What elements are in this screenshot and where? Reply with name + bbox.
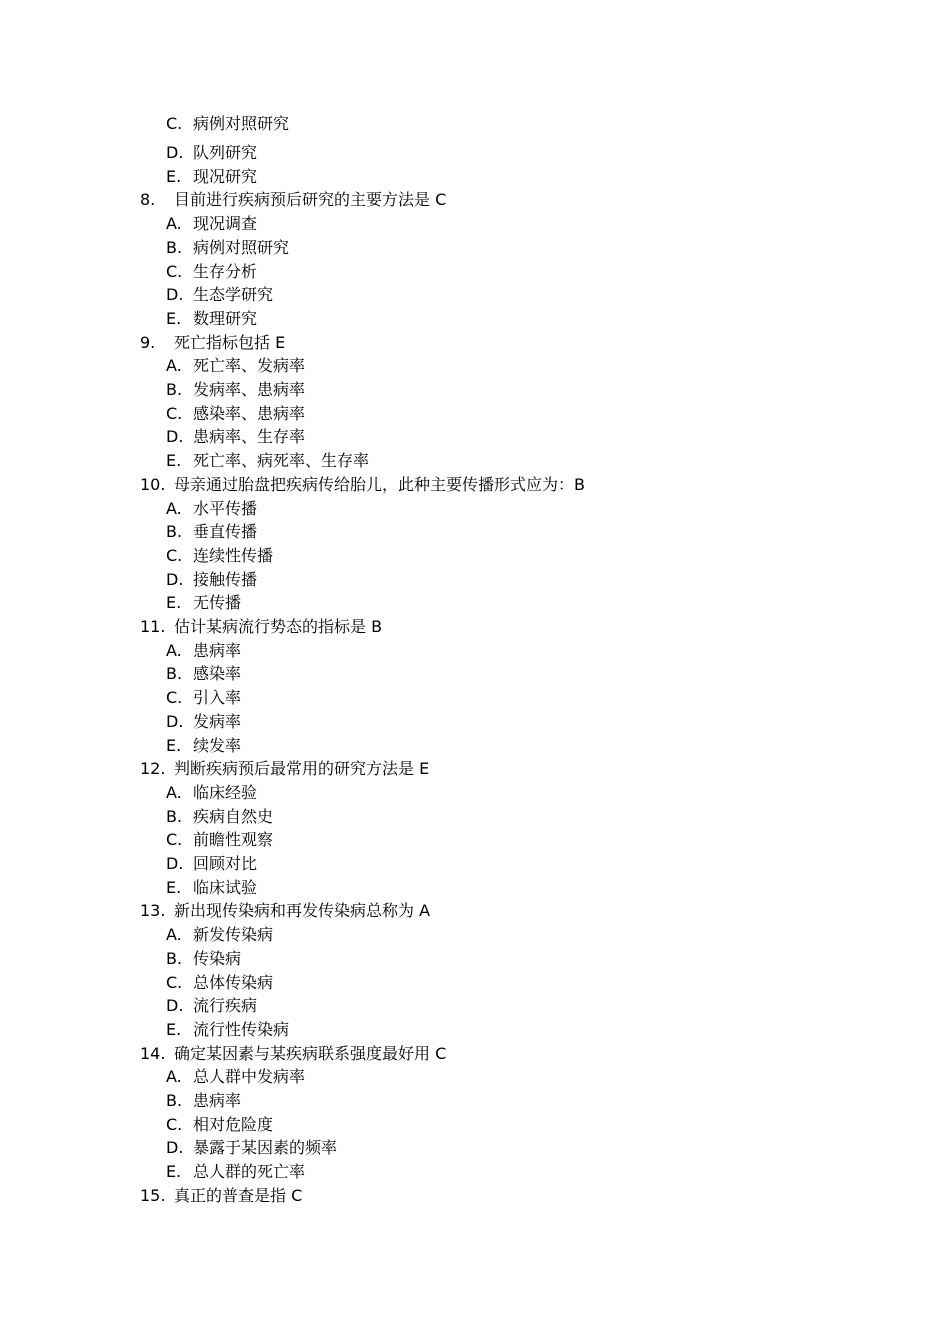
option-line	[166, 877, 257, 899]
option-line	[166, 237, 289, 259]
option-line	[166, 498, 257, 520]
option-line	[166, 261, 257, 283]
option-letter: B.	[166, 664, 183, 684]
option-text: 发病率、患病率	[193, 380, 306, 399]
option-text: 接触传播	[193, 569, 258, 589]
option-line	[166, 995, 257, 1017]
option-text: 发病率	[193, 711, 242, 731]
option-line	[166, 1019, 289, 1041]
question-text: 真正的普查是指 C	[174, 1185, 303, 1205]
option-text: 新发传染病	[193, 925, 274, 945]
option-letter: B.	[166, 237, 183, 257]
option-text: 引入率	[193, 688, 242, 708]
option-line	[166, 972, 273, 994]
option-line	[166, 166, 257, 188]
option-letter: B.	[166, 1091, 183, 1110]
option-letter: A.	[166, 498, 182, 518]
option-text: 患病率	[193, 1091, 242, 1110]
option-letter: D.	[166, 569, 184, 589]
question-text: 新出现传染病和再发传染病总称为 A	[174, 901, 431, 921]
option-letter: B.	[166, 806, 183, 826]
option-line	[166, 379, 305, 401]
question-number: 8.	[140, 190, 156, 210]
option-letter: B.	[166, 522, 183, 542]
option-line	[166, 113, 289, 135]
option-text: 生态学研究	[193, 285, 274, 305]
option-letter: D.	[166, 427, 184, 447]
option-letter: A.	[166, 1067, 182, 1087]
option-line	[166, 663, 241, 685]
option-text: 续发率	[193, 735, 242, 755]
option-text: 临床试验	[193, 877, 258, 897]
option-letter: C.	[166, 403, 183, 423]
option-text: 现况调查	[193, 214, 258, 234]
option-letter: C.	[166, 688, 183, 708]
question-number: 9.	[140, 332, 156, 352]
option-line	[166, 545, 273, 567]
option-text: 总人群中发病率	[193, 1067, 306, 1087]
option-text: 流行疾病	[193, 996, 258, 1016]
option-text: 感染率、患病率	[193, 403, 306, 423]
option-letter: A.	[166, 925, 182, 945]
option-text: 患病率	[193, 640, 242, 660]
option-letter: E.	[166, 308, 182, 328]
option-line	[166, 1066, 305, 1088]
question-line	[140, 474, 585, 496]
option-line	[166, 403, 305, 425]
option-letter: D.	[166, 1138, 184, 1158]
option-text: 感染率	[193, 664, 242, 684]
option-text: 队列研究	[193, 143, 258, 162]
question-line	[140, 1185, 302, 1207]
question-number: 13.	[140, 901, 166, 921]
option-line	[166, 1114, 273, 1136]
option-text: 数理研究	[193, 308, 258, 328]
option-line	[166, 640, 241, 662]
option-line	[166, 853, 257, 875]
option-text: 生存分析	[193, 261, 258, 281]
question-line	[140, 616, 382, 638]
option-line	[166, 687, 241, 709]
option-text: 病例对照研究	[193, 114, 290, 133]
option-letter: A.	[166, 214, 182, 234]
option-text: 暴露于某因素的频率	[193, 1138, 338, 1158]
question-text: 估计某病流行势态的指标是 B	[174, 617, 383, 636]
option-line	[166, 806, 273, 828]
option-letter: A.	[166, 782, 182, 802]
option-line	[166, 450, 369, 472]
option-text: 无传播	[193, 593, 242, 613]
option-letter: C.	[166, 114, 183, 133]
option-text: 死亡率、病死率、生存率	[193, 451, 370, 471]
option-letter: C.	[166, 545, 183, 565]
option-text: 前瞻性观察	[193, 830, 274, 850]
question-text: 死亡指标包括 E	[174, 332, 286, 352]
question-line	[140, 900, 430, 922]
option-line	[166, 1090, 241, 1112]
option-letter: E.	[166, 451, 182, 471]
question-text: 目前进行疾病预后研究的主要方法是 C	[174, 190, 447, 210]
question-number: 11.	[140, 617, 166, 636]
option-text: 死亡率、发病率	[193, 356, 306, 376]
option-line	[166, 569, 257, 591]
question-number: 14.	[140, 1043, 166, 1063]
option-letter: C.	[166, 972, 183, 992]
option-letter: B.	[166, 380, 183, 399]
option-letter: D.	[166, 711, 184, 731]
option-line	[166, 592, 241, 614]
option-line	[166, 521, 257, 543]
option-text: 临床经验	[193, 782, 258, 802]
option-letter: B.	[166, 948, 183, 968]
option-line	[166, 948, 241, 970]
question-number: 15.	[140, 1185, 166, 1205]
option-line	[166, 924, 273, 946]
option-letter: E.	[166, 1162, 182, 1182]
option-line	[166, 735, 241, 757]
option-line	[166, 782, 257, 804]
question-number: 10.	[140, 474, 166, 494]
option-letter: D.	[166, 854, 184, 873]
option-line	[166, 1137, 337, 1159]
option-line	[166, 213, 257, 235]
question-text: 判断疾病预后最常用的研究方法是 E	[174, 759, 430, 779]
option-text: 连续性传播	[193, 545, 274, 565]
option-text: 流行性传染病	[193, 1019, 290, 1039]
option-text: 总人群的死亡率	[193, 1162, 306, 1182]
question-number: 12.	[140, 759, 166, 779]
option-letter: C.	[166, 1114, 183, 1134]
option-text: 回顾对比	[193, 854, 258, 873]
question-line	[140, 332, 285, 354]
question-text: 确定某因素与某疾病联系强度最好用 C	[174, 1043, 447, 1063]
option-letter: D.	[166, 285, 184, 305]
question-line	[140, 1043, 446, 1065]
option-text: 总体传染病	[193, 972, 274, 992]
option-text: 水平传播	[193, 498, 258, 518]
option-letter: E.	[166, 593, 182, 613]
option-text: 患病率、生存率	[193, 427, 306, 447]
option-letter: C.	[166, 830, 183, 850]
question-line	[140, 189, 446, 211]
option-text: 疾病自然史	[193, 806, 274, 826]
option-letter: E.	[166, 1019, 182, 1039]
option-line	[166, 355, 305, 377]
option-text: 传染病	[193, 948, 242, 968]
option-text: 病例对照研究	[193, 237, 290, 257]
option-line	[166, 829, 273, 851]
option-letter: A.	[166, 640, 182, 660]
option-text: 现况研究	[193, 166, 258, 186]
option-letter: A.	[166, 356, 182, 376]
option-line	[166, 142, 257, 164]
option-line	[166, 1161, 305, 1183]
option-line	[166, 711, 241, 733]
question-line	[140, 758, 429, 780]
option-letter: D.	[166, 143, 184, 162]
option-letter: E.	[166, 877, 182, 897]
option-line	[166, 308, 257, 330]
option-line	[166, 284, 273, 306]
option-text: 垂直传播	[193, 522, 258, 542]
option-text: 相对危险度	[193, 1114, 274, 1134]
option-letter: E.	[166, 166, 182, 186]
option-line	[166, 426, 305, 448]
question-text: 母亲通过胎盘把疾病传给胎儿，此种主要传播形式应为：B	[174, 474, 585, 494]
option-letter: D.	[166, 996, 184, 1016]
option-letter: C.	[166, 261, 183, 281]
option-letter: E.	[166, 735, 182, 755]
